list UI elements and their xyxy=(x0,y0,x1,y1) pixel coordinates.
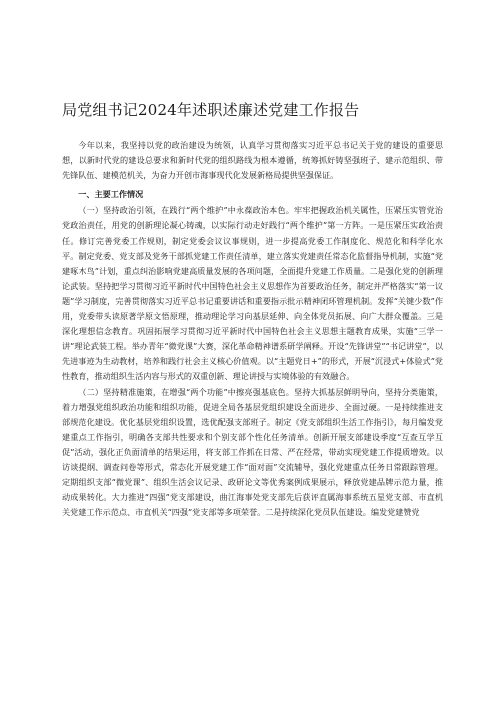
intro-paragraph: 今年以来，我坚持以党的政治建设为统领，认真学习贯彻落实习近平总书记关于党的建设的重要思想，以新时代党的建设总要求和新时代党的组织路线为根本遵循，统筹抓好铸坚强班子、建示范组织、带先锋队伍、建模范机关，为奋力开创市海事现代化发展新格局提供坚强保证。 xyxy=(62,140,443,181)
section-heading: 一、主要工作情况 xyxy=(78,189,144,200)
document-body xyxy=(62,138,443,520)
document-title: 局党组书记2024年述职述廉述党建工作报告 xyxy=(62,101,360,119)
paragraph-political-guidance: （一）坚持政治引领，在践行“两个维护”中永葆政治本色。牢牢把握政治机关属性，压紧压实管党治党政治责任，用党的创新理论凝心铸魂，以实际行动走好践行“两个维护”第一方阵。一是压紧压实政治责任。修订完善党委工作规则，制定党委会议议事规则，进一步提高党委工作制度化、规范化和科学化水平。制定党委、党支部及党务干部抓党建工作责任清单，建立落实党建责任常态化监督指导机制，实施“党建啄木鸟”计划，重点纠治影响党建高质量发展的各项问题，全面提升党建工作质量。二是强化党的创新理论武装。坚持把学习贯彻习近平新时代中国特色社会主义思想作为首要政治任务，制定并严格落实“第一议题”学习制度，完善贯彻落实习近平总书记重要讲话和重要指示批示精神闭环管理机制。发挥“关键少数”作用，党委带头读原著学原文悟原理，推动理论学习向基层延伸、向全体党员拓展、向广大群众覆盖。三是深化理想信念教育。巩固拓展学习贯彻习近平新时代中国特色社会主义思想主题教育成果，实施“三学一讲”理论武装工程。举办青年“微党课”大赛，深化革命精神谱系研学阐释。开设“先锋讲堂”“书记讲堂”，以先进事迹为生动教材，培养和践行社会主义核心价值观。以“主题党日+”的形式，开展“沉浸式+体验式”党性教育，推动组织生活内容与形式的双重创新、理论讲授与实境体验的有效融合。 xyxy=(62,205,443,382)
paragraph-precise-measures: （二）坚持精准施策，在增强“两个功能”中擦亮强基底色。坚持大抓基层鲜明导向，坚持分类施策，着力增强党组织政治功能和组织功能，促进全局各基层党组织建设全面进步、全面过硬。一是持续推进支部规范化建设。优化基层党组织设置，选优配强支部班子。制定《党支部组织生活工作指引》，每月编发党建重点工作指引，明确各支部共性要求和个别支部个性化任务清单。创新开展支部建设季度“互查互学互促”活动，强化正负面清单的结果运用，将支部工作抓在日常、严在经常，带动实现党建工作提质增效。以访谈提纲、调查问卷等形式，常态化开展党建工作“面对面”交流辅导，强化党建重点任务日常跟踪管理。定期组织支部“微党课”、组织生活会议记录、政研论文等优秀案例成果展示，释放党建品牌示范力量，推动成果转化。大力推进“四强”党支部建设，曲江海事处党支部先后获评直属海事系统五星党支部、市直机关党建工作示范点、市直机关“四强”党支部等多项荣誉。二是持续深化党员队伍建设。编发党建赞党 xyxy=(62,386,443,518)
